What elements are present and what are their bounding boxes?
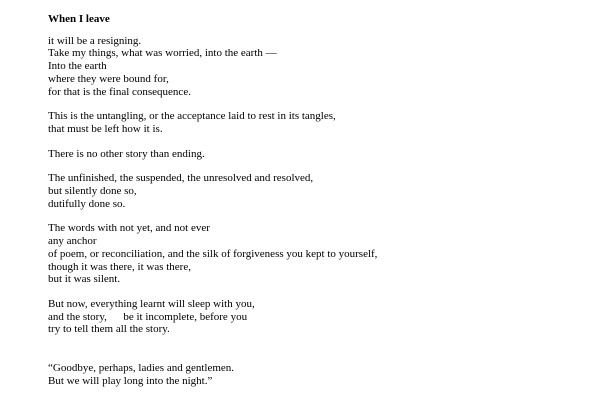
stanza-1 [48,35,580,99]
poem-line: Take my things, what was worried, into the earth — [48,47,277,60]
poem-line: dutifully done so. [48,197,126,210]
poem-line: where they were bound for, [48,72,169,85]
stanza-7-quote [48,362,580,387]
poem-line: though it was there, it was there, [48,260,191,273]
poem-line: for that is the final consequence. [48,85,191,98]
poem-line: But now, everything learnt will sleep with you, [48,297,255,310]
poem-line: There is no other story than ending. [48,147,205,160]
poem-line: But we will play long into the night.” [48,374,213,387]
poem-line: but it was silent. [48,273,121,286]
poem-line: The words with not yet, and not ever [48,222,210,235]
poem-line: This is the untangling, or the acceptance laid to rest in its tangles, [48,110,336,123]
poem-line: try to tell them all the story. [48,323,170,336]
poem-line: Into the earth [48,60,107,73]
stanza-6 [48,298,580,336]
poem-title: When I leave [48,13,110,25]
poem-line: but silently done so, [48,185,137,198]
stanza-2 [48,110,580,135]
poem-line: that must be left how it is. [48,122,163,135]
poem-line: it will be a resigning. [48,34,142,47]
poem-line: The unfinished, the suspended, the unresolved and resolved, [48,172,314,185]
poem-line: “Goodbye, perhaps, ladies and gentlemen. [48,362,235,375]
poem-line: and the story, be it incomplete, before you [48,310,248,323]
poem-line: any anchor [48,235,97,248]
stanza-3 [48,148,580,161]
poem-line: of poem, or reconciliation, and the silk of forgiveness you kept to yourself, [48,247,378,260]
stanza-4 [48,172,580,210]
stanza-5 [48,222,580,286]
